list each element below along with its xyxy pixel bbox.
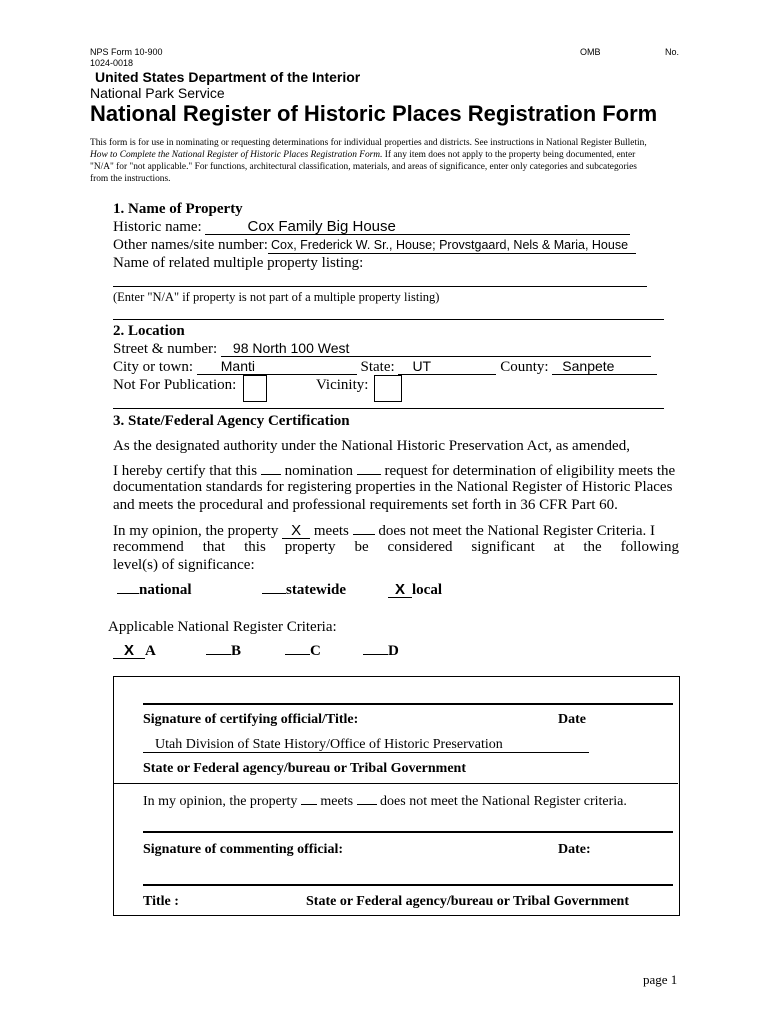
criterion-c-label: C xyxy=(310,643,321,659)
level-national[interactable] xyxy=(117,582,192,599)
criterion-b[interactable] xyxy=(206,643,241,660)
level-national-mark[interactable] xyxy=(117,593,139,594)
agency-field[interactable]: Utah Division of State History/Office of Historic Preservation xyxy=(143,737,589,753)
level-statewide-mark[interactable] xyxy=(262,593,286,594)
criterion-b-label: B xyxy=(231,643,242,659)
does-not-meet-blank[interactable] xyxy=(353,521,375,535)
criterion-d[interactable] xyxy=(363,643,399,660)
state-field[interactable]: UT xyxy=(398,359,496,375)
form-number: NPS Form 10-900 xyxy=(90,47,163,57)
commenting-official-label: Signature of commenting official: xyxy=(143,842,343,857)
opinion-line-3: level(s) of significance: xyxy=(113,557,255,573)
criterion-c-mark[interactable] xyxy=(285,654,310,655)
certify-line-1 xyxy=(113,461,675,480)
intro-paragraph xyxy=(90,137,647,185)
page-number: page 1 xyxy=(643,972,678,987)
word: be xyxy=(354,539,369,555)
historic-name-label: Historic name: xyxy=(113,219,202,235)
section-3-heading: 3. State/Federal Agency Certification xyxy=(113,413,350,429)
level-statewide[interactable] xyxy=(262,582,346,599)
omb-no-label: No. xyxy=(665,47,680,57)
certify-text-b: nomination xyxy=(284,463,353,479)
city-row xyxy=(113,359,657,376)
intro-line-3: "N/A" for "not applicable." For functions, architectural classification, materials, and areas of significance, enter only categories and subcategories xyxy=(90,162,637,172)
agency-row xyxy=(143,737,589,753)
word: that xyxy=(202,539,226,555)
word: property xyxy=(284,539,336,555)
criterion-c[interactable] xyxy=(285,643,321,660)
criterion-b-mark[interactable] xyxy=(206,654,231,655)
commenting-opinion-text-c: does not meet the National Register criteria. xyxy=(380,794,627,809)
commenting-does-not-meet-blank[interactable] xyxy=(357,791,377,805)
street-row xyxy=(113,341,651,358)
criterion-d-label: D xyxy=(388,643,399,659)
historic-name-row xyxy=(113,219,630,236)
commenting-opinion-row xyxy=(143,791,627,810)
criterion-a[interactable] xyxy=(113,643,156,660)
street-label: Street & number: xyxy=(113,341,218,357)
not-for-publication-label: Not For Publication: xyxy=(113,377,237,393)
commenting-opinion-text-a: In my opinion, the property xyxy=(143,794,298,809)
section-divider xyxy=(113,319,664,320)
historic-name-field[interactable]: Cox Family Big House xyxy=(205,219,630,235)
omb-code: 1024-0018 xyxy=(90,58,134,68)
opinion-text-a: In my opinion, the property xyxy=(113,523,279,539)
certify-text-a: I hereby certify that this xyxy=(113,463,258,479)
certifying-date-label: Date xyxy=(558,712,586,727)
omb-label: OMB xyxy=(580,47,601,57)
related-listing-label: Name of related multiple property listing: xyxy=(113,255,364,271)
nomination-blank[interactable] xyxy=(261,461,281,475)
vicinity-checkbox[interactable] xyxy=(374,375,402,402)
certification-para-1: As the designated authority under the National Historic Preservation Act, as amended, xyxy=(113,438,630,454)
service-name: National Park Service xyxy=(90,85,225,101)
certify-line-2: documentation standards for registering properties in the National Register of Historic Places xyxy=(113,479,673,495)
word: following xyxy=(620,539,679,555)
criterion-a-label: A xyxy=(145,643,156,659)
vicinity-label: Vicinity: xyxy=(316,377,369,393)
level-national-label: national xyxy=(139,582,192,598)
opinion-text-c: does not meet the National Register Criteria. I xyxy=(378,523,655,539)
signature-divider xyxy=(114,783,678,784)
certify-line-3: and meets the procedural and professional requirements set forth in 36 CFR Part 60. xyxy=(113,497,618,513)
level-local[interactable] xyxy=(388,582,442,599)
opinion-line-2 xyxy=(113,539,679,556)
related-listing-field[interactable] xyxy=(113,286,647,287)
level-local-label: local xyxy=(412,582,442,598)
meets-mark[interactable]: X xyxy=(282,523,310,539)
certifying-signature-line[interactable] xyxy=(143,703,673,705)
criterion-d-mark[interactable] xyxy=(363,654,388,655)
level-statewide-label: statewide xyxy=(286,582,346,598)
criteria-label: Applicable National Register Criteria: xyxy=(108,619,337,635)
word: the xyxy=(583,539,602,555)
commenting-meets-blank[interactable] xyxy=(301,791,317,805)
agency-label: State or Federal agency/bureau or Tribal Government xyxy=(143,761,467,776)
not-for-publication-checkbox[interactable] xyxy=(243,375,267,402)
section-2-heading: 2. Location xyxy=(113,323,185,339)
title-signature-line[interactable] xyxy=(143,884,673,886)
level-local-mark[interactable]: X xyxy=(388,582,412,598)
word: considered xyxy=(387,539,453,555)
other-names-label: Other names/site number: xyxy=(113,237,268,253)
commenting-date-label: Date: xyxy=(558,842,591,857)
department-name: United States Department of the Interior xyxy=(95,69,361,85)
word: at xyxy=(553,539,565,555)
opinion-line-1 xyxy=(113,521,655,540)
county-label: County: xyxy=(500,359,549,375)
state-label: State: xyxy=(360,359,395,375)
certify-text-c: request for determination of eligibility meets the xyxy=(384,463,676,479)
intro-line-2 xyxy=(90,149,647,161)
title-label: Title : xyxy=(143,894,179,909)
title-agency-label: State or Federal agency/bureau or Tribal Government xyxy=(306,894,630,909)
intro-bulletin-title: How to Complete the National Register of Historic Places Registration Form. xyxy=(90,150,383,160)
other-names-field[interactable]: Cox, Frederick W. Sr., House; Provstgaard, Nels & Maria, House xyxy=(268,238,636,254)
criterion-a-mark[interactable]: X xyxy=(113,643,145,659)
page-title: National Register of Historic Places Registration Form xyxy=(90,101,658,126)
request-blank[interactable] xyxy=(357,461,381,475)
intro-line-4: from the instructions. xyxy=(90,174,171,184)
city-field[interactable]: Manti xyxy=(197,359,357,375)
word: significant xyxy=(471,539,535,555)
related-listing-note: (Enter "N/A" if property is not part of a multiple property listing) xyxy=(113,290,440,304)
street-field[interactable]: 98 North 100 West xyxy=(221,341,651,357)
intro-line-2-rest: If any item does not apply to the property being documented, enter xyxy=(382,150,636,160)
other-names-row xyxy=(113,237,636,254)
county-field[interactable]: Sanpete xyxy=(552,359,657,375)
commenting-signature-line[interactable] xyxy=(143,831,673,833)
word: this xyxy=(244,539,266,555)
certifying-official-label: Signature of certifying official/Title: xyxy=(143,712,359,727)
intro-line-1: This form is for use in nominating or requesting determinations for individual properties and districts. See instructions in National Register Bulletin, xyxy=(90,138,647,148)
commenting-opinion-text-b: meets xyxy=(320,794,354,809)
city-label: City or town: xyxy=(113,359,194,375)
section-divider xyxy=(113,408,664,409)
word: recommend xyxy=(113,539,184,555)
opinion-text-b: meets xyxy=(313,523,349,539)
section-1-heading: 1. Name of Property xyxy=(113,201,243,217)
